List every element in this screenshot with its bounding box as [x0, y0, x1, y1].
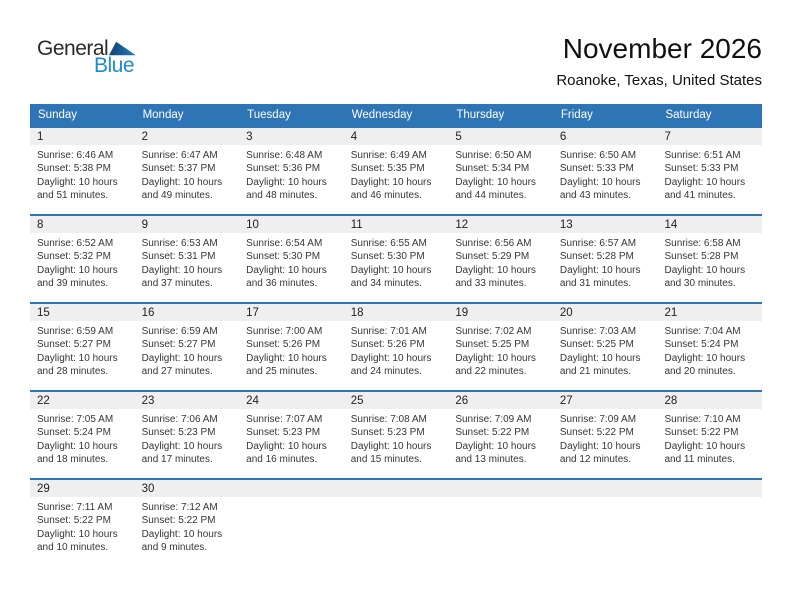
- sunset-line: Sunset: 5:29 PM: [455, 251, 530, 263]
- daylight-line: Daylight: 10 hours: [141, 176, 223, 188]
- page-title: November 2026: [562, 33, 762, 64]
- sunrise-line: Sunrise: 6:57 AM: [559, 238, 637, 249]
- daylight-line: Daylight: 10 hours: [37, 352, 118, 364]
- daylight-line-2: and 17 minutes.: [141, 454, 213, 466]
- day-cell: [553, 128, 658, 214]
- day-number: 17: [239, 304, 344, 321]
- day-cell: [553, 304, 658, 390]
- day-cell: [448, 304, 553, 390]
- daylight-line-2: and 49 minutes.: [141, 190, 213, 202]
- daylight-line: Daylight: 10 hours: [664, 352, 746, 364]
- day-cell: [657, 216, 762, 302]
- weekday-label-friday: Friday: [560, 109, 593, 121]
- daylight-line: Daylight: 10 hours: [246, 352, 327, 364]
- sunrise-line: Sunrise: 6:59 AM: [141, 326, 218, 337]
- general-blue-logo[interactable]: [37, 39, 136, 78]
- daylight-line-2: and 33 minutes.: [455, 278, 527, 290]
- day-details: [135, 233, 240, 291]
- day-details: [30, 145, 135, 203]
- sunset-line: Sunset: 5:22 PM: [37, 515, 111, 527]
- daylight-line-2: and 24 minutes.: [350, 366, 422, 378]
- daylight-line-2: and 31 minutes.: [559, 278, 632, 290]
- sunset-line: Sunset: 5:24 PM: [37, 427, 111, 439]
- day-cell: [553, 216, 658, 302]
- calendar-grid: [30, 126, 762, 566]
- sunrise-line: Sunrise: 6:51 AM: [664, 150, 741, 161]
- daylight-line: Daylight: 10 hours: [246, 264, 327, 276]
- day-details: [553, 409, 658, 467]
- day-number: [239, 480, 344, 497]
- day-number: 11: [344, 216, 449, 233]
- sunrise-line: Sunrise: 7:09 AM: [559, 414, 637, 425]
- sunrise-line: Sunrise: 7:04 AM: [664, 326, 741, 337]
- daylight-line-2: and 10 minutes.: [37, 542, 109, 554]
- day-details: [239, 145, 344, 203]
- sunset-line: Sunset: 5:37 PM: [141, 163, 216, 175]
- sunset-line: Sunset: 5:24 PM: [664, 339, 739, 351]
- day-details: [553, 145, 658, 203]
- day-details: [657, 321, 762, 379]
- daylight-line: Daylight: 10 hours: [37, 264, 118, 276]
- day-number: 30: [135, 480, 240, 497]
- day-cell: [344, 128, 449, 214]
- sunset-line: Sunset: 5:22 PM: [455, 427, 530, 439]
- sunset-line: Sunset: 5:25 PM: [559, 339, 634, 351]
- daylight-line: Daylight: 10 hours: [455, 176, 536, 188]
- weekday-label-sunday: Sunday: [38, 109, 78, 121]
- day-details: [344, 233, 449, 291]
- daylight-line: Daylight: 10 hours: [350, 176, 432, 188]
- day-number: 9: [135, 216, 240, 233]
- daylight-line: Daylight: 10 hours: [559, 440, 641, 452]
- day-number: 15: [30, 304, 135, 321]
- sunset-line: Sunset: 5:26 PM: [350, 339, 425, 351]
- sunset-line: Sunset: 5:23 PM: [246, 427, 321, 439]
- day-details: [448, 409, 553, 467]
- daylight-line-2: and 27 minutes.: [141, 366, 213, 378]
- day-number: 13: [553, 216, 658, 233]
- day-cell: [30, 392, 135, 478]
- sunset-line: Sunset: 5:30 PM: [246, 251, 321, 263]
- day-details: [30, 409, 135, 467]
- header: [556, 33, 762, 89]
- empty-day-cell: [344, 480, 449, 566]
- sunrise-line: Sunrise: 7:05 AM: [37, 414, 114, 425]
- sunset-line: Sunset: 5:34 PM: [455, 163, 530, 175]
- daylight-line: Daylight: 10 hours: [559, 264, 641, 276]
- daylight-line: Daylight: 10 hours: [455, 440, 536, 452]
- empty-day-cell: [657, 480, 762, 566]
- sunset-line: Sunset: 5:28 PM: [559, 251, 634, 263]
- daylight-line: Daylight: 10 hours: [141, 264, 223, 276]
- sunset-line: Sunset: 5:33 PM: [664, 163, 739, 175]
- day-details: [239, 409, 344, 467]
- day-cell: [657, 128, 762, 214]
- daylight-line-2: and 22 minutes.: [455, 366, 527, 378]
- day-number: 22: [30, 392, 135, 409]
- week-row: [30, 126, 762, 214]
- week-row: [30, 478, 762, 566]
- daylight-line: Daylight: 10 hours: [664, 264, 746, 276]
- sunset-line: Sunset: 5:32 PM: [37, 251, 111, 263]
- sunset-line: Sunset: 5:22 PM: [664, 427, 739, 439]
- day-details: [448, 145, 553, 203]
- daylight-line: Daylight: 10 hours: [141, 528, 223, 540]
- daylight-line-2: and 11 minutes.: [664, 454, 735, 466]
- day-number: [344, 480, 449, 497]
- sunrise-line: Sunrise: 6:56 AM: [455, 238, 532, 249]
- empty-day-cell: [239, 480, 344, 566]
- daylight-line-2: and 25 minutes.: [246, 366, 318, 378]
- daylight-line-2: and 34 minutes.: [350, 278, 422, 290]
- sunset-line: Sunset: 5:36 PM: [246, 163, 321, 175]
- sunrise-line: Sunrise: 6:58 AM: [664, 238, 741, 249]
- daylight-line-2: and 20 minutes.: [664, 366, 736, 378]
- sunset-line: Sunset: 5:30 PM: [350, 251, 425, 263]
- daylight-line-2: and 9 minutes.: [141, 542, 208, 554]
- daylight-line-2: and 28 minutes.: [37, 366, 109, 378]
- daylight-line-2: and 46 minutes.: [350, 190, 422, 202]
- day-details: [448, 321, 553, 379]
- sunset-line: Sunset: 5:23 PM: [350, 427, 425, 439]
- day-details: [344, 409, 449, 467]
- daylight-line: Daylight: 10 hours: [141, 440, 223, 452]
- sunset-line: Sunset: 5:23 PM: [141, 427, 216, 439]
- day-number: [448, 480, 553, 497]
- daylight-line-2: and 44 minutes.: [455, 190, 527, 202]
- sunrise-line: Sunrise: 6:50 AM: [455, 150, 532, 161]
- day-number: 27: [553, 392, 658, 409]
- day-details: [239, 233, 344, 291]
- sunset-line: Sunset: 5:22 PM: [141, 515, 216, 527]
- day-number: [553, 480, 658, 497]
- weekday-label-monday: Monday: [142, 109, 184, 121]
- sunrise-line: Sunrise: 7:00 AM: [246, 326, 323, 337]
- daylight-line-2: and 21 minutes.: [559, 366, 632, 378]
- day-number: 5: [448, 128, 553, 145]
- sunset-line: Sunset: 5:33 PM: [559, 163, 634, 175]
- daylight-line: Daylight: 10 hours: [559, 352, 641, 364]
- day-details: [553, 233, 658, 291]
- day-details: [239, 321, 344, 379]
- day-number: 29: [30, 480, 135, 497]
- day-cell: [135, 392, 240, 478]
- sunrise-line: Sunrise: 7:09 AM: [455, 414, 532, 425]
- sunrise-line: Sunrise: 6:52 AM: [37, 238, 114, 249]
- daylight-line: Daylight: 10 hours: [37, 176, 118, 188]
- daylight-line: Daylight: 10 hours: [350, 440, 432, 452]
- day-cell: [135, 304, 240, 390]
- day-cell: [30, 216, 135, 302]
- day-cell: [30, 304, 135, 390]
- sunrise-line: Sunrise: 7:12 AM: [141, 502, 218, 513]
- daylight-line: Daylight: 10 hours: [350, 352, 432, 364]
- day-cell: [30, 128, 135, 214]
- week-row: [30, 390, 762, 478]
- day-number: 4: [344, 128, 449, 145]
- day-cell: [657, 392, 762, 478]
- day-details: [344, 145, 449, 203]
- week-row: [30, 214, 762, 302]
- sunrise-line: Sunrise: 7:03 AM: [559, 326, 637, 337]
- day-details: [135, 497, 240, 555]
- daylight-line: Daylight: 10 hours: [455, 352, 536, 364]
- sunrise-line: Sunrise: 6:49 AM: [350, 150, 427, 161]
- empty-day-cell: [553, 480, 658, 566]
- day-cell: [344, 392, 449, 478]
- sunset-line: Sunset: 5:25 PM: [455, 339, 530, 351]
- daylight-line: Daylight: 10 hours: [455, 264, 536, 276]
- daylight-line-2: and 15 minutes.: [350, 454, 422, 466]
- day-number: 28: [657, 392, 762, 409]
- day-number: 14: [657, 216, 762, 233]
- day-cell: [30, 480, 135, 566]
- day-number: 7: [657, 128, 762, 145]
- day-cell: [135, 216, 240, 302]
- empty-day-cell: [448, 480, 553, 566]
- logo-text-general: General: [37, 37, 109, 60]
- sunrise-line: Sunrise: 6:54 AM: [246, 238, 323, 249]
- daylight-line: Daylight: 10 hours: [664, 176, 746, 188]
- day-details: [553, 321, 658, 379]
- day-details: [657, 233, 762, 291]
- day-number: 20: [553, 304, 658, 321]
- weekday-label-wednesday: Wednesday: [351, 109, 413, 121]
- daylight-line: Daylight: 10 hours: [37, 440, 118, 452]
- day-cell: [239, 304, 344, 390]
- daylight-line-2: and 16 minutes.: [246, 454, 318, 466]
- day-details: [657, 145, 762, 203]
- day-number: 12: [448, 216, 553, 233]
- sunrise-line: Sunrise: 6:48 AM: [246, 150, 323, 161]
- day-cell: [448, 392, 553, 478]
- day-number: 6: [553, 128, 658, 145]
- week-row: [30, 302, 762, 390]
- calendar-table: [30, 104, 762, 566]
- daylight-line-2: and 41 minutes.: [664, 190, 736, 202]
- day-number: 8: [30, 216, 135, 233]
- daylight-line: Daylight: 10 hours: [559, 176, 641, 188]
- sunrise-line: Sunrise: 6:55 AM: [350, 238, 427, 249]
- daylight-line-2: and 39 minutes.: [37, 278, 109, 290]
- day-number: 2: [135, 128, 240, 145]
- day-number: 3: [239, 128, 344, 145]
- day-cell: [448, 216, 553, 302]
- sunrise-line: Sunrise: 6:50 AM: [559, 150, 637, 161]
- daylight-line-2: and 18 minutes.: [37, 454, 109, 466]
- sunrise-line: Sunrise: 7:11 AM: [37, 502, 113, 513]
- sunrise-line: Sunrise: 7:10 AM: [664, 414, 741, 425]
- day-cell: [657, 304, 762, 390]
- daylight-line-2: and 51 minutes.: [37, 190, 109, 202]
- daylight-line: Daylight: 10 hours: [664, 440, 746, 452]
- sunrise-line: Sunrise: 6:46 AM: [37, 150, 114, 161]
- sunrise-line: Sunrise: 6:47 AM: [141, 150, 218, 161]
- day-details: [135, 409, 240, 467]
- day-details: [135, 321, 240, 379]
- day-cell: [344, 216, 449, 302]
- sunrise-line: Sunrise: 7:07 AM: [246, 414, 323, 425]
- sunrise-line: Sunrise: 7:06 AM: [141, 414, 218, 425]
- day-number: 24: [239, 392, 344, 409]
- weekday-label-saturday: Saturday: [665, 109, 712, 121]
- logo-text-blue: Blue: [93, 54, 134, 77]
- day-number: 26: [448, 392, 553, 409]
- daylight-line: Daylight: 10 hours: [246, 440, 327, 452]
- day-details: [448, 233, 553, 291]
- day-details: [30, 233, 135, 291]
- daylight-line: Daylight: 10 hours: [141, 352, 223, 364]
- sunset-line: Sunset: 5:35 PM: [350, 163, 425, 175]
- sunrise-line: Sunrise: 7:08 AM: [350, 414, 427, 425]
- weekday-label-tuesday: Tuesday: [247, 109, 291, 121]
- daylight-line-2: and 12 minutes.: [559, 454, 632, 466]
- day-cell: [448, 128, 553, 214]
- sunrise-line: Sunrise: 6:59 AM: [37, 326, 114, 337]
- day-number: 16: [135, 304, 240, 321]
- day-number: 1: [30, 128, 135, 145]
- day-number: 10: [239, 216, 344, 233]
- sunset-line: Sunset: 5:22 PM: [559, 427, 634, 439]
- daylight-line-2: and 30 minutes.: [664, 278, 736, 290]
- day-details: [344, 321, 449, 379]
- day-details: [657, 409, 762, 467]
- day-cell: [239, 216, 344, 302]
- weekday-header-row: [30, 104, 762, 126]
- weekday-label-thursday: Thursday: [456, 109, 505, 121]
- sunset-line: Sunset: 5:27 PM: [37, 339, 111, 351]
- day-cell: [239, 128, 344, 214]
- daylight-line-2: and 37 minutes.: [141, 278, 213, 290]
- sunrise-line: Sunrise: 6:53 AM: [141, 238, 218, 249]
- day-number: 21: [657, 304, 762, 321]
- day-number: 19: [448, 304, 553, 321]
- day-number: 25: [344, 392, 449, 409]
- daylight-line-2: and 43 minutes.: [559, 190, 632, 202]
- day-cell: [135, 128, 240, 214]
- daylight-line-2: and 36 minutes.: [246, 278, 318, 290]
- daylight-line-2: and 13 minutes.: [455, 454, 527, 466]
- sunset-line: Sunset: 5:27 PM: [141, 339, 216, 351]
- daylight-line: Daylight: 10 hours: [350, 264, 432, 276]
- day-details: [30, 497, 135, 555]
- page-subtitle: Roanoke, Texas, United States: [556, 72, 762, 89]
- day-number: 18: [344, 304, 449, 321]
- day-number: [657, 480, 762, 497]
- sunrise-line: Sunrise: 7:01 AM: [350, 326, 427, 337]
- day-details: [30, 321, 135, 379]
- sunset-line: Sunset: 5:28 PM: [664, 251, 739, 263]
- daylight-line-2: and 48 minutes.: [246, 190, 318, 202]
- sunrise-line: Sunrise: 7:02 AM: [455, 326, 532, 337]
- day-details: [135, 145, 240, 203]
- day-number: 23: [135, 392, 240, 409]
- sunset-line: Sunset: 5:26 PM: [246, 339, 321, 351]
- sunset-line: Sunset: 5:38 PM: [37, 163, 111, 175]
- day-cell: [135, 480, 240, 566]
- daylight-line: Daylight: 10 hours: [246, 176, 327, 188]
- sunset-line: Sunset: 5:31 PM: [141, 251, 216, 263]
- day-cell: [553, 392, 658, 478]
- daylight-line: Daylight: 10 hours: [37, 528, 118, 540]
- day-cell: [239, 392, 344, 478]
- day-cell: [344, 304, 449, 390]
